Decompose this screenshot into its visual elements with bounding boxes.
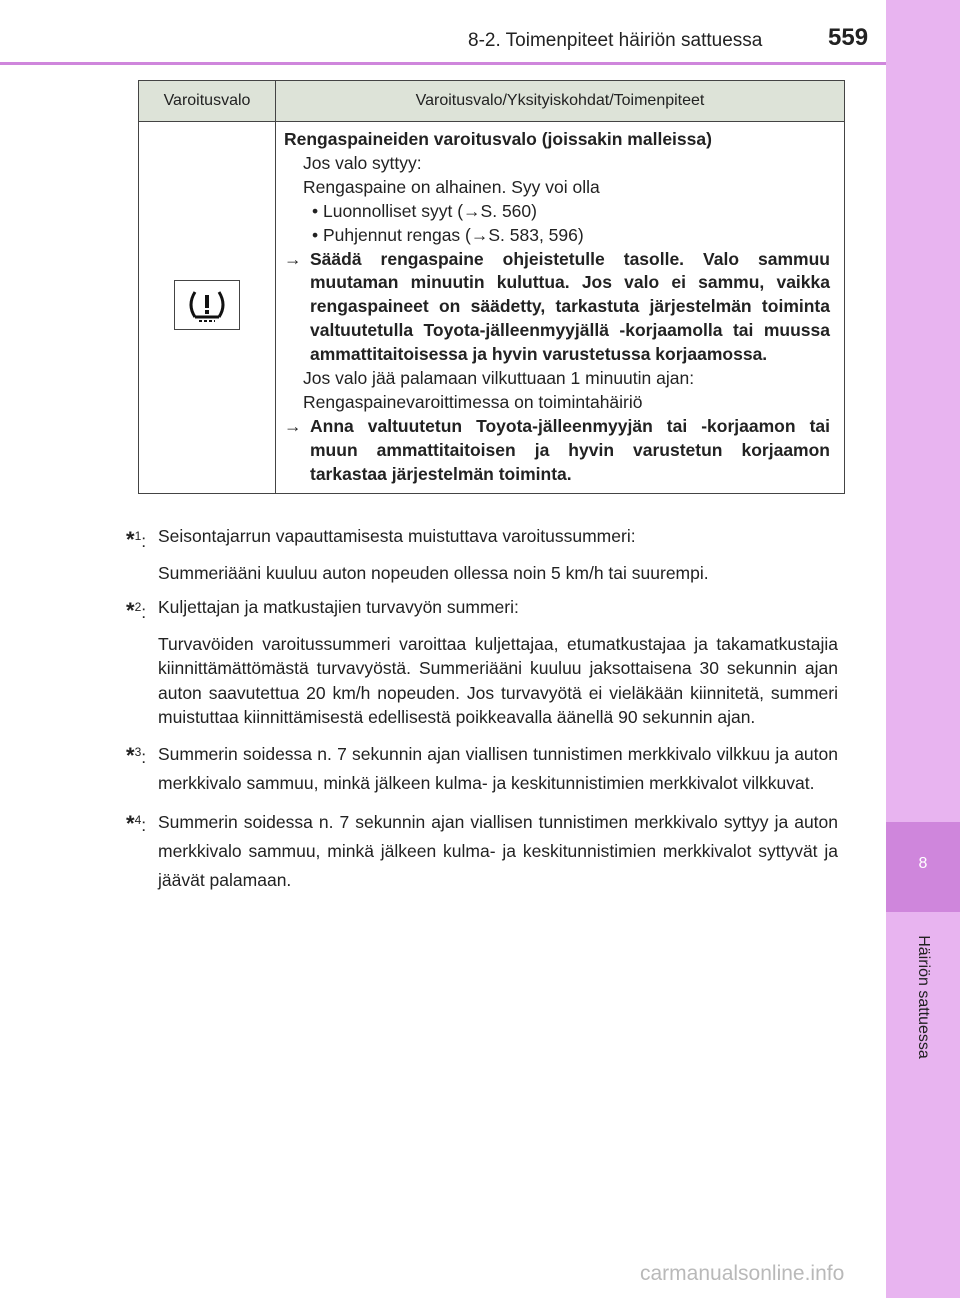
col-header-details: Varoitusvalo/Yksityiskohdat/Toimenpiteet [276,81,845,122]
details-cell [276,122,845,494]
bullet-puncture: • Puhjennut rengas (→S. 583, 596) [312,224,584,245]
header-rule [0,62,886,65]
footnote-3 [126,740,838,798]
cause-text: Rengaspaine on alhainen. Syy voi olla [303,176,600,197]
footnotes [126,524,838,905]
footnote-body [158,524,838,585]
action-2-text: Anna valtuutetun Toyota-jälleenmyyjän tai -korjaamon tai muun ammattitaitoisen ja hyvin varustetun korjaamon tarkastaa järjestelmän toiminta. [310,415,830,484]
footnote-body [158,808,838,895]
footnote-body [158,595,838,730]
warning-light-table [138,80,845,494]
light-title: Rengaspaineiden varoitusvalo (joissakin malleissa) [284,129,712,149]
footnote-line: Turvavöiden varoitussummeri varoittaa kuljettajaa, etumatkustajaa ja takamatkustajia kiinnittämättömästä turvavyöstä. Summeriääni kuuluu jaksottaisena 30 sekunnin ajan auton saavutettua 20 km/h nopeuden. Jos turvavyötä ei vieläkään kiinnitetä, summeri muistuttaa kiinnittämisestä edellisestä poikkeavalla äänellä 90 sekunnin ajan. [158,633,838,727]
if-on-text: Jos valo syttyy: [303,152,422,173]
section-title: 8-2. Toimenpiteet häiriön sattuessa [468,30,763,51]
cause2-text: Rengaspainevaroittimessa on toimintahäiriö [303,391,643,412]
tire-pressure-warning-icon [174,280,240,330]
footnote-marker: *$^4$: [126,810,147,836]
footnote-line: Summerin soidessa n. 7 sekunnin ajan viallisen tunnistimen merkkivalo syttyy ja auton merkkivalo sammuu, minkä jälkeen kulma- ja keskitunnistimien merkkivalot syttyvät ja jäävät palamaan. [158,811,838,890]
footnote-1 [126,524,838,585]
page-number: 559 [828,24,869,51]
action-2 [284,415,830,487]
chapter-number: 8 [918,855,928,872]
action-1-text: Säädä rengaspaine ohjeistetulle tasolle. Valo sammuu muutaman minuutin kuluttua. Jos valo ei sammu, vaikka rengaspaineet on säädetty, tarkastuta järjestelmän toiminta valtuutetulla Toyota-jälleenmyyjällä -korjaamolla tai muussa ammattitaitoisessa ja hyvin varustetussa korjaamossa. [310,248,830,365]
footnote-line: Kuljettajan ja matkustajien turvavyön summeri: [158,597,519,617]
footnote-4 [126,808,838,895]
footnote-body [158,740,838,798]
footnote-line: Summeriääni kuuluu auton nopeuden ollessa noin 5 km/h tai suurempi. [158,562,709,583]
table-row [139,122,845,494]
chapter-side-tab [886,0,960,1298]
footnote-line: Summerin soidessa n. 7 sekunnin ajan viallisen tunnistimen merkkivalo vilkkuu ja auton merkkivalo sammuu, minkä jälkeen kulma- ja keskitunnistimien merkkivalot vilkkuvat. [158,743,838,793]
footnote-marker: *$^1$: [126,526,147,552]
table-header-row [139,81,845,122]
footnote-marker: *$^3$: [126,742,147,768]
icon-cell [139,122,276,494]
col-header-light: Varoitusvalo [139,81,276,122]
arrow-icon: → [284,248,302,269]
footnote-2 [126,595,838,730]
if-blink-text: Jos valo jää palamaan vilkuttuaan 1 minuutin ajan: [303,368,695,389]
action-1 [284,248,830,368]
footnote-line: Seisontajarrun vapauttamisesta muistuttava varoitussummeri: [158,526,636,546]
arrow-icon: → [284,415,302,436]
chapter-label-text: Häiriön sattuessa [915,935,932,1059]
footnote-marker: *$^2$: [126,597,147,623]
watermark: carmanualsonline.info [640,1262,845,1285]
bullet-natural: • Luonnolliset syyt (→S. 560) [312,200,537,221]
